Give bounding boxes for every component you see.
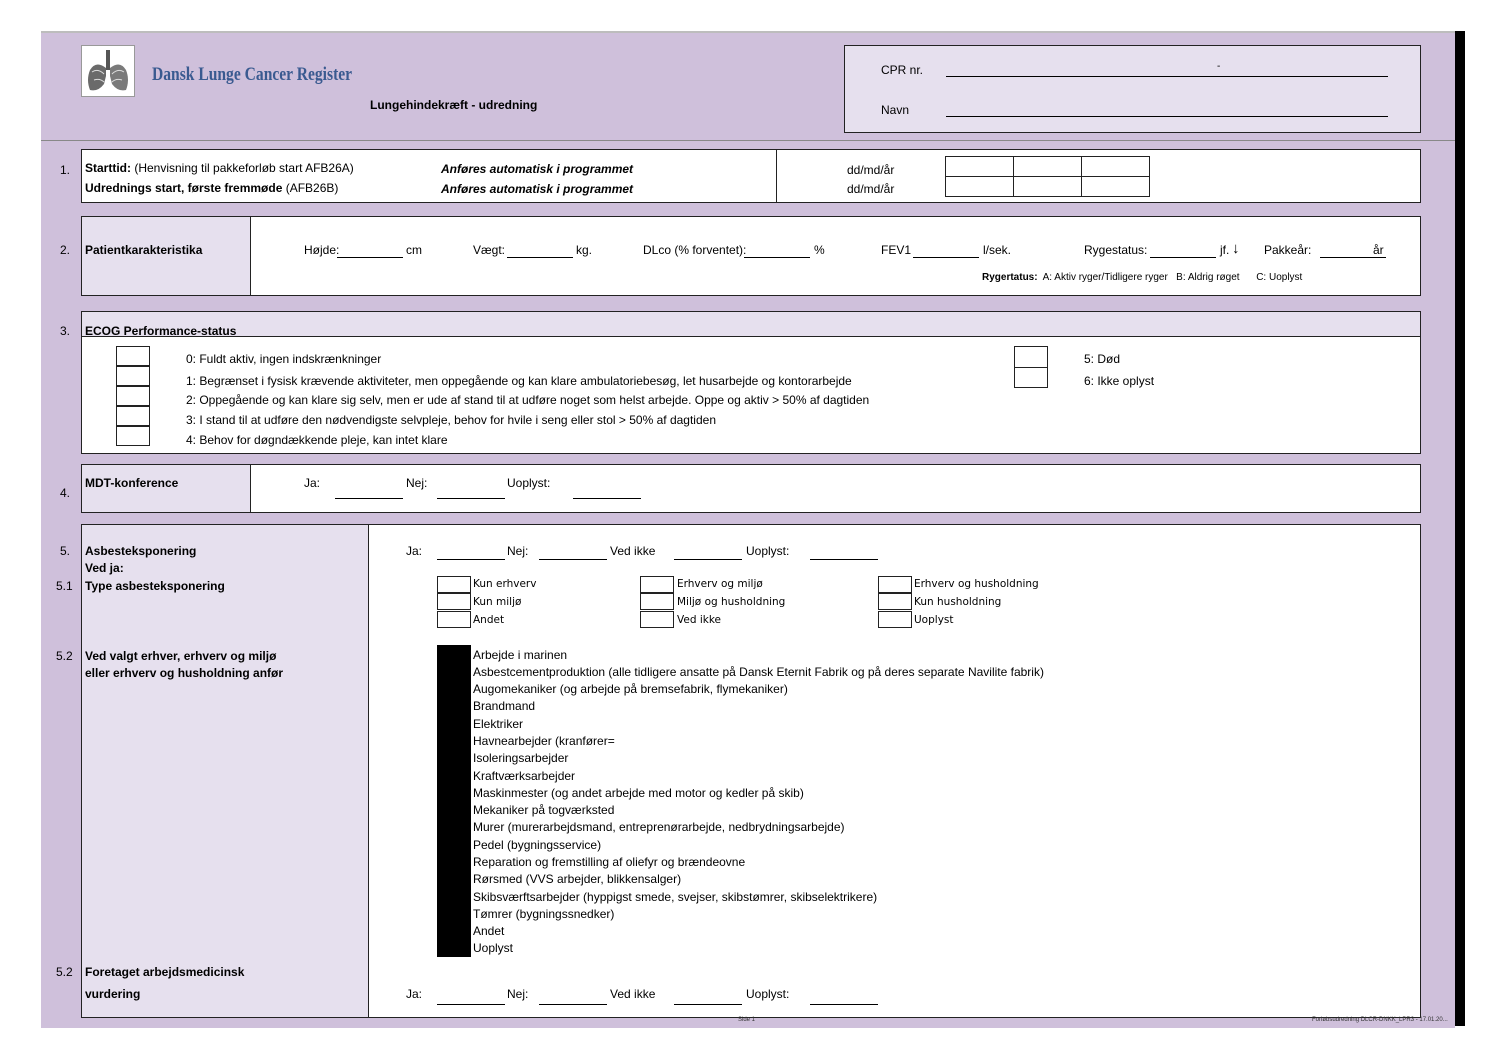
occupation-item: Augomekaniker (og arbejde på bremsefabrik, flymekaniker) <box>473 682 788 696</box>
type-label-erhverv-husholdning: Erhverv og husholdning <box>914 578 1039 590</box>
vurdering-title-line1: Foretaget arbejdsmedicinsk <box>85 965 245 979</box>
form-subtitle: Lungehindekræft - udredning <box>370 98 538 112</box>
section-1-divider <box>776 150 777 202</box>
section-4-title: MDT-konference <box>85 476 179 490</box>
section-52-number: 5.2 <box>56 649 73 663</box>
type-label-kun-erhverv: Kun erhverv <box>473 578 537 590</box>
cpr-separator: - <box>1217 61 1221 72</box>
fev1-input[interactable] <box>913 257 979 258</box>
right-edge-bar <box>1455 31 1465 1026</box>
occupation-item: Pedel (bygningsservice) <box>473 838 602 852</box>
starttid-label: Starttid: (Henvisning til pakkeforløb start AFB26A) <box>85 161 354 175</box>
type-checkbox-kun-husholdning[interactable] <box>878 593 912 610</box>
vurd-uoplyst-label: Uoplyst: <box>746 987 790 1001</box>
occupation-item: Tømrer (bygningssnedker) <box>473 907 615 921</box>
type-checkbox-erhverv-miljo[interactable] <box>640 576 674 593</box>
occupation-item: Havnearbejder (kranfører= <box>473 734 615 748</box>
section-5-number: 5. <box>60 544 71 558</box>
asbest-nej-input[interactable] <box>539 559 607 560</box>
udredning-label: Udrednings start, første fremmøde (AFB26B) <box>85 181 339 195</box>
section-52b-number: 5.2 <box>56 965 73 979</box>
occupation-item: Murer (murerarbejdsmand, entreprenørarbejde, nedbrydningsarbejde) <box>473 820 845 834</box>
kg-unit: kg. <box>576 243 593 257</box>
type-asbest-title: Type asbesteksponering <box>85 579 225 593</box>
occupation-item: Isoleringsarbejder <box>473 751 569 765</box>
vurd-nej-input[interactable] <box>539 1004 607 1005</box>
asbest-vedikke-input[interactable] <box>674 559 742 560</box>
pakkeaar-input[interactable] <box>1320 257 1386 258</box>
logo-text: Dansk Lunge Cancer Register <box>152 64 353 85</box>
name-label: Navn <box>881 103 910 117</box>
date-format-2: dd/md/år <box>847 182 895 196</box>
dlco-label: DLco (% forventet): <box>643 243 747 257</box>
vaegt-input[interactable] <box>507 257 573 258</box>
occupation-item: Andet <box>473 924 505 938</box>
ecog-4-checkbox[interactable] <box>116 426 150 446</box>
type-label-erhverv-miljo: Erhverv og miljø <box>677 578 763 590</box>
occupation-item: Kraftværksarbejder <box>473 769 576 783</box>
mdt-ja-label: Ja: <box>304 476 321 490</box>
name-input[interactable] <box>946 116 1388 117</box>
asbest-vedikke-label: Ved ikke <box>610 544 656 558</box>
section-3-header <box>82 312 1420 337</box>
vaegt-label: Vægt: <box>473 243 506 257</box>
occupation-item: Skibsværftsarbejder (hyppigst smede, svejser, skibstømrer, skibselektrikere) <box>473 890 878 904</box>
section-2-title: Patientkarakteristika <box>85 243 203 257</box>
ecog-5-label: 5: Død <box>1084 352 1121 366</box>
vurd-ja-input[interactable] <box>437 1004 505 1005</box>
mdt-ja-input[interactable] <box>335 498 403 499</box>
asbest-uoplyst-input[interactable] <box>810 559 878 560</box>
ecog-2-checkbox[interactable] <box>116 386 150 406</box>
vurd-ja-label: Ja: <box>406 987 423 1001</box>
section-2-number: 2. <box>60 243 71 257</box>
type-label-kun-husholdning: Kun husholdning <box>914 596 1002 608</box>
page-number: Side 1 <box>738 1017 756 1023</box>
cpr-label: CPR nr. <box>881 63 924 77</box>
asbest-ja-input[interactable] <box>437 559 505 560</box>
starttid-auto: Anføres automatisk i programmet <box>441 162 634 176</box>
section-3-number: 3. <box>60 324 71 338</box>
occupation-item: Reparation og fremstilling af oliefyr og brændeovne <box>473 855 746 869</box>
type-label-ved-ikke: Ved ikke <box>677 614 721 626</box>
occupation-checkbox-column[interactable] <box>437 645 471 957</box>
ecog-3-label: 3: I stand til at udføre den nødvendigste selvpleje, behov for hvile i seng eller stol > 50% af dagtiden <box>186 413 716 427</box>
hojde-label: Højde: <box>304 243 340 257</box>
rygestatus-label: Rygestatus: <box>1084 243 1148 257</box>
section-5-label-cell <box>82 525 369 1017</box>
occupation-item: Mekaniker på togværksted <box>473 803 615 817</box>
occupation-title-line1: Ved valgt erhver, erhverv og miljø <box>85 649 277 663</box>
cpr-input[interactable] <box>946 76 1388 77</box>
aar-unit: år <box>1373 243 1384 257</box>
udredning-auto: Anføres automatisk i programmet <box>441 182 634 196</box>
mdt-nej-input[interactable] <box>437 498 505 499</box>
ecog-1-checkbox[interactable] <box>116 366 150 386</box>
logo-image <box>81 45 135 97</box>
type-label-kun-miljo: Kun miljø <box>473 596 522 608</box>
header-divider <box>41 140 1455 141</box>
lsek-unit: l/sek. <box>983 243 1012 257</box>
ecog-0-label: 0: Fuldt aktiv, ingen indskrænkninger <box>186 352 382 366</box>
rygestatus-input[interactable] <box>1150 257 1216 258</box>
ved-ja-label: Ved ja: <box>85 561 124 575</box>
occupation-item: Maskinmester (og andet arbejde med motor og kedler på skib) <box>473 786 804 800</box>
patient-id-box <box>844 45 1421 133</box>
occupation-title-line2: eller erhverv og husholdning anfør <box>85 666 284 680</box>
asbest-nej-label: Nej: <box>507 544 529 558</box>
section-4-box <box>81 464 1421 513</box>
occupation-item: Brandmand <box>473 699 536 713</box>
section-3-title: ECOG Performance-status <box>85 324 237 338</box>
version-footer: Forløbsudredning DLCR-DNKK_LPR3 - 17.01.20... <box>1312 1017 1448 1023</box>
vurd-vedikke-label: Ved ikke <box>610 987 656 1001</box>
ecog-6-checkbox[interactable] <box>1014 367 1048 388</box>
section-1-number: 1. <box>60 163 71 177</box>
section-5-title: Asbesteksponering <box>85 544 197 558</box>
ecog-2-label: 2: Oppegående og kan klare sig selv, men er ude af stand til at udføre noget som helst arbejde. Oppe og aktiv > 50% af dagtiden <box>186 393 870 407</box>
occupation-item: Rørsmed (VVS arbejder, blikkensalger) <box>473 872 682 886</box>
jf-label: jf. <box>1220 243 1230 257</box>
type-checkbox-erhverv-husholdning[interactable] <box>878 576 912 593</box>
dlco-input[interactable] <box>744 257 810 258</box>
vurdering-title-line2: vurdering <box>85 987 141 1001</box>
rygerstatus-legend: Rygertatus: A: Aktiv ryger/Tidligere ryger B: Aldrig røget C: Uoplyst <box>982 272 1303 283</box>
hojde-input[interactable] <box>337 257 403 258</box>
type-checkbox-andet[interactable] <box>437 611 471 628</box>
mdt-nej-label: Nej: <box>406 476 428 490</box>
arrow-down-icon: ↓ <box>1232 240 1240 257</box>
ecog-0-checkbox[interactable] <box>116 346 150 366</box>
mdt-uoplyst-label: Uoplyst: <box>507 476 551 490</box>
type-checkbox-miljo-husholdning[interactable] <box>640 593 674 610</box>
fev1-label: FEV1 <box>881 243 912 257</box>
occupation-item: Asbestcementproduktion (alle tidligere ansatte på Dansk Eternit Fabrik og på deres separate Navilite fabrik) <box>473 665 1044 679</box>
type-label-uoplyst: Uoplyst <box>914 614 954 626</box>
section-51-number: 5.1 <box>56 579 73 593</box>
ecog-1-label: 1: Begrænset i fysisk krævende aktiviteter, men oppegående og kan klare ambulatoriebesøg, let husarbejde og kontorarbejde <box>186 374 852 388</box>
type-label-andet: Andet <box>473 614 505 626</box>
section-4-number: 4. <box>60 486 71 500</box>
vurd-uoplyst-input[interactable] <box>810 1004 878 1005</box>
type-checkbox-kun-erhverv[interactable] <box>437 576 471 593</box>
ecog-3-checkbox[interactable] <box>116 406 150 426</box>
type-label-miljo-husholdning: Miljø og husholdning <box>677 596 786 608</box>
ecog-6-label: 6: Ikke oplyst <box>1084 374 1155 388</box>
cm-unit: cm <box>406 243 422 257</box>
vurd-nej-label: Nej: <box>507 987 529 1001</box>
occupation-item: Uoplyst <box>473 941 514 955</box>
type-checkbox-uoplyst[interactable] <box>878 611 912 628</box>
asbest-uoplyst-label: Uoplyst: <box>746 544 790 558</box>
pakkeaar-label: Pakkeår: <box>1264 243 1312 257</box>
pct-unit: % <box>814 243 825 257</box>
vurd-vedikke-input[interactable] <box>674 1004 742 1005</box>
ecog-5-checkbox[interactable] <box>1014 346 1048 368</box>
mdt-uoplyst-input[interactable] <box>573 498 641 499</box>
date-format-1: dd/md/år <box>847 163 895 177</box>
date-grid[interactable] <box>945 156 1150 197</box>
occupation-item: Arbejde i marinen <box>473 648 568 662</box>
asbest-ja-label: Ja: <box>406 544 423 558</box>
occupation-item: Elektriker <box>473 717 524 731</box>
type-checkbox-kun-miljo[interactable] <box>437 593 471 610</box>
ecog-4-label: 4: Behov for døgndækkende pleje, kan intet klare <box>186 433 448 447</box>
type-checkbox-ved-ikke[interactable] <box>640 611 674 628</box>
